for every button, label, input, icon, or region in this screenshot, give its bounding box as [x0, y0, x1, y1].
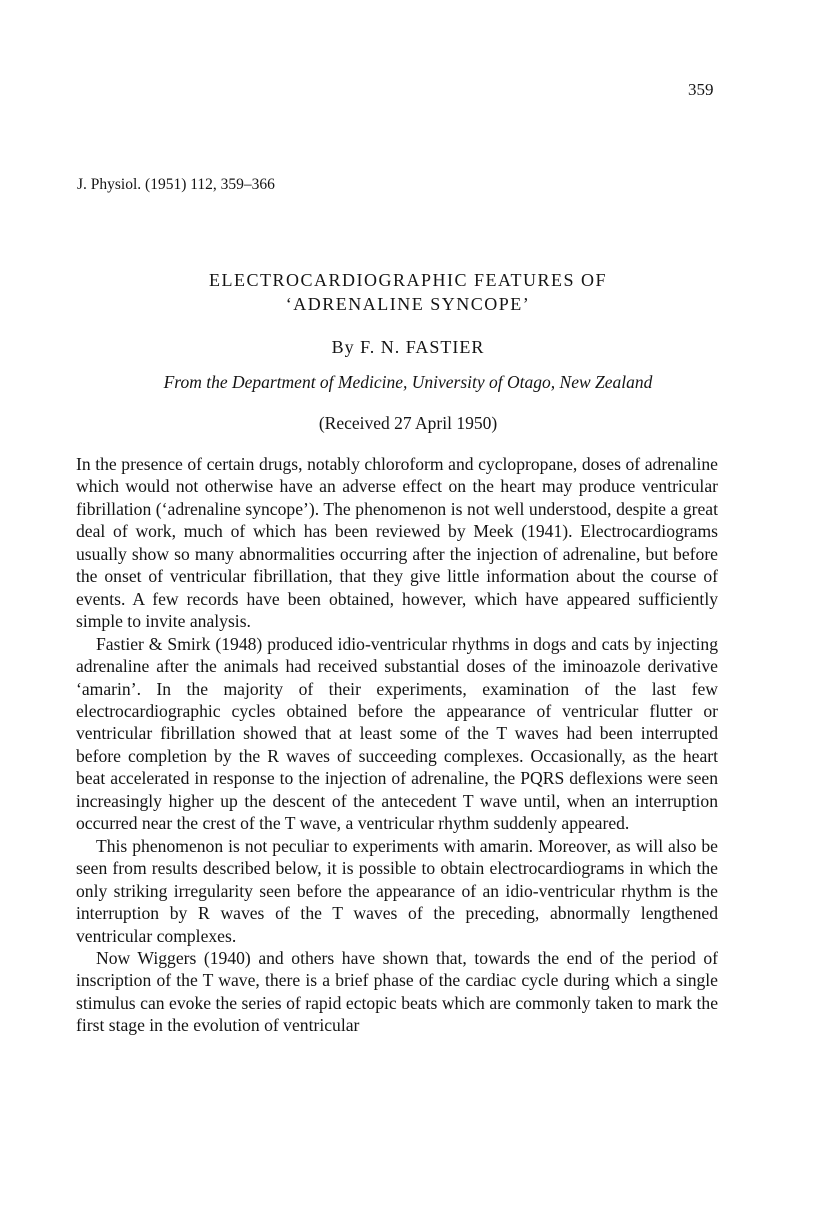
affiliation-line: From the Department of Medicine, University of Otago, New Zealand: [163, 372, 653, 392]
body-text: [76, 453, 718, 1037]
page-number: 359: [688, 80, 714, 99]
paragraph-3: This phenomenon is not peculiar to experiments with amarin. Moreover, as will also be seen from results described below, it is possible to obtain electrocardiograms in which the only striking irregularity seen before the appearance of an idio-ventricular rhythm is the interruption by R waves of the T waves of the preceding, abnormally lengthened ventricular complexes.: [76, 835, 718, 946]
article-title: [0, 268, 816, 316]
received-date: (Received 27 April 1950): [318, 413, 498, 433]
paragraph-4: Now Wiggers (1940) and others have shown that, towards the end of the period of inscription of the T wave, there is a brief phase of the cardiac cycle during which a single stimulus can evoke the series of rapid ectopic beats which are commonly taken to mark the first stage in the evolution of ventricular: [76, 947, 718, 1036]
paragraph-2: Fastier & Smirk (1948) produced idio-ventricular rhythms in dogs and cats by injecting adrenaline after the animals had received substantial doses of the iminoazole derivative ‘amarin’. In the majority of their experiments, examination of the last few electrocardiographic cycles obtained before the appearance of ventricular flutter or ventricular fibrillation showed that at least some of the T waves had been interrupted before completion by the R waves of succeeding complexes. Occasionally, as the heart beat accelerated in response to the injection of adrenaline, the PQRS deflexions were seen increasingly higher up the descent of the antecedent T wave until, when an interruption occurred near the crest of the T wave, a ventricular rhythm suddenly appeared.: [76, 633, 718, 834]
paragraph-1: In the presence of certain drugs, notably chloroform and cyclopropane, doses of adrenaline which would not otherwise have an adverse effect on the heart may produce ventricular fibrillation (‘adrenaline syncope’). The phenomenon is not well understood, despite a great deal of work, much of which has been reviewed by Meek (1941). Electrocardiograms usually show so many abnormalities occurring after the injection of adrenaline, but before the onset of ventricular fibrillation, that they give little information about the course of events. A few records have been obtained, however, which have appeared sufficiently simple to invite analysis.: [76, 454, 718, 632]
title-line-1: ELECTROCARDIOGRAPHIC FEATURES OF: [208, 270, 608, 290]
title-line-2: ‘ADRENALINE SYNCOPE’: [285, 294, 531, 314]
journal-citation: J. Physiol. (1951) 112, 359–366: [77, 176, 275, 193]
author-line: By F. N. FASTIER: [331, 337, 485, 357]
